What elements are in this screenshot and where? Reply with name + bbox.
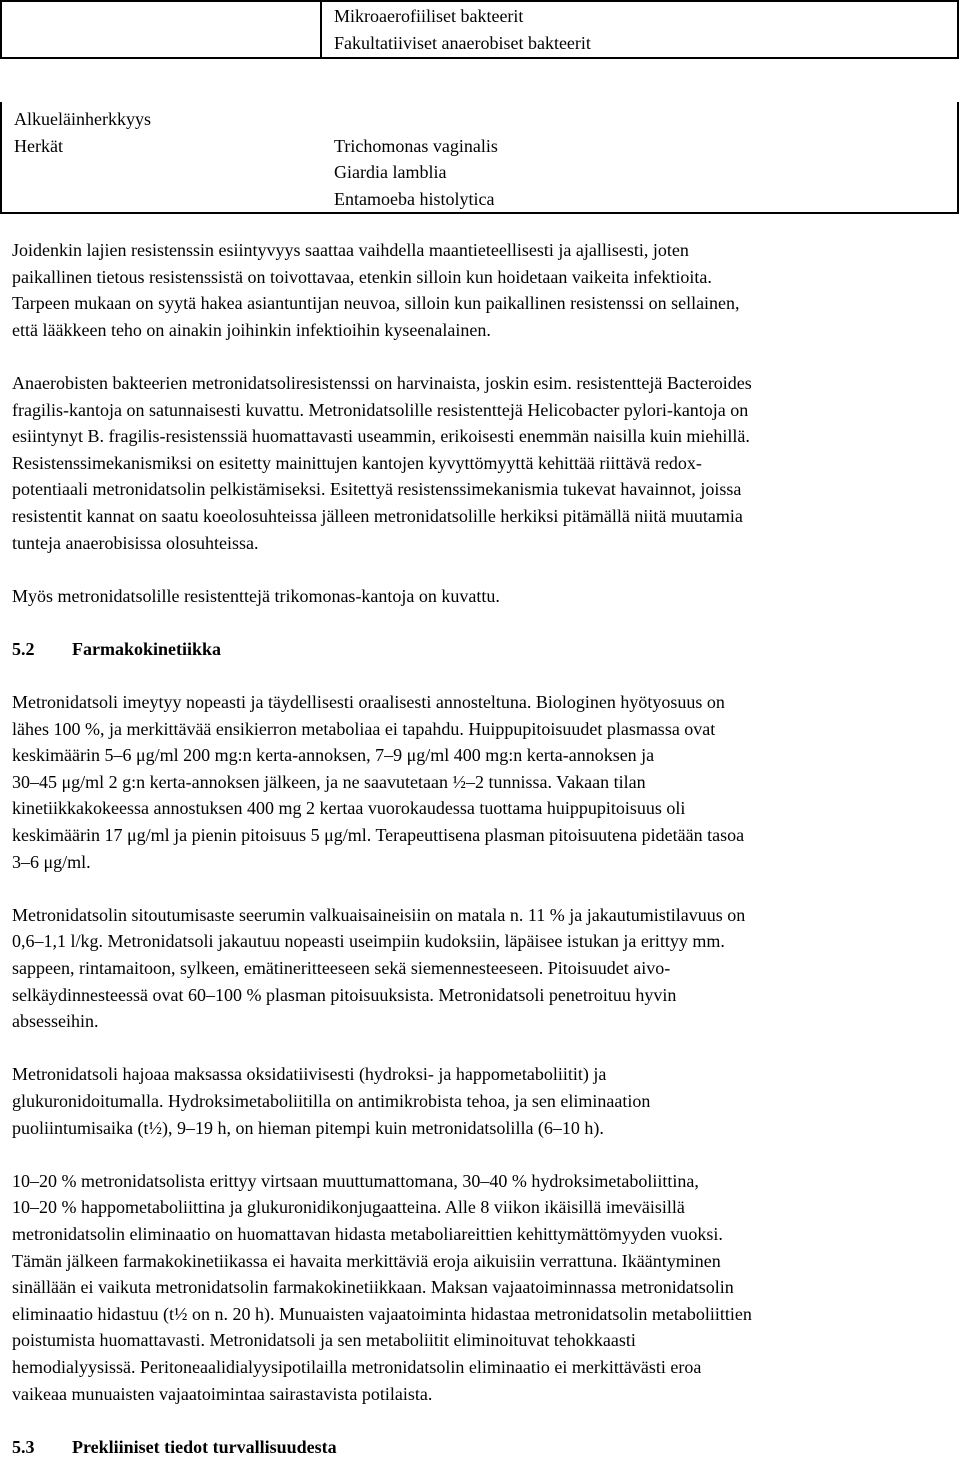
text-line: eliminaatio hidastuu (t½ on n. 20 h). Munuaisten vajaatoiminta hidastaa metronidatsolin metaboliittien <box>12 1303 752 1324</box>
text-line: Tarpeen mukaan on syytä hakea asiantuntijan neuvoa, silloin kun paikallinen resistenssi on sellainen, <box>12 293 740 314</box>
text-line: puoliintumisaika (t½), 9–19 h, on hieman pitempi kuin metronidatsolilla (6–10 h). <box>12 1117 604 1138</box>
table-line: Giardia lamblia <box>334 162 447 183</box>
text-line: tunteja anaerobisissa olosuhteissa. <box>12 532 259 553</box>
text-line: glukuronidoitumalla. Hydroksimetaboliitilla on antimikrobista tehoa, ja sen eliminaation <box>12 1091 651 1111</box>
text-line: keskimäärin 17 μg/ml ja pienin pitoisuus 5 μg/ml. Terapeuttisena plasman pitoisuutena pidetään tasoa <box>12 825 745 846</box>
section-heading-5-3 <box>12 1434 956 1461</box>
text-line: poistumista huomattavasti. Metronidatsoli ja sen metaboliitit eliminoituvat tehokkaasti <box>12 1330 636 1351</box>
table-row-label: Herkät <box>14 135 63 156</box>
paragraph-absorption <box>12 689 956 875</box>
text-line: Resistenssimekanismiksi on esitetty mainittujen kantojen kyvyttömyyttä kehittää riittävä redox- <box>12 452 702 473</box>
text-line: kinetiikkakokeessa annostuksen 400 mg 2 kertaa vuorokaudessa tuottama huippupitoisuus oli <box>12 798 686 819</box>
table-cell-empty <box>0 0 320 59</box>
text-line: sinällään ei vaikuta metronidatsolin farmakokinetiikkaan. Maksan vajaatoiminnassa metronidatsolin <box>12 1277 734 1298</box>
section-title: Prekliiniset tiedot turvallisuudesta <box>72 1436 337 1457</box>
text-line: vaikeaa munuaisten vajaatoimintaa sairastavista potilaista. <box>12 1383 433 1404</box>
table-header: Alkueläinherkkyys <box>14 109 151 129</box>
paragraph-distribution <box>12 902 956 1035</box>
table-cell-bacteria-list <box>320 0 959 59</box>
table-line: Entamoeba histolytica <box>334 188 495 209</box>
document-body <box>12 237 956 1460</box>
bacteria-table-fragment <box>0 0 959 59</box>
protozoa-table <box>0 102 959 214</box>
text-line: resistentit kannat on saatu koeolosuhteissa jälleen metronidatsolille herkiksi pitämällä niitä muutamia <box>12 505 743 526</box>
table-line: Mikroaerofiiliset bakteerit <box>334 6 524 26</box>
paragraph-resistance-local <box>12 237 956 343</box>
text-line: sappeen, rintamaitoon, sylkeen, emätineritteeseen sekä siemennesteeseen. Pitoisuudet aivo- <box>12 958 671 979</box>
text-line: esiintynyt B. fragilis-resistenssiä huomattavasti useammin, erikoisesti enemmän naisilla kuin miehillä. <box>12 426 750 447</box>
text-line: 3–6 μg/ml. <box>12 851 91 872</box>
text-line: paikallinen tietous resistenssistä on toivottavaa, etenkin silloin kun hoidetaan vaikeita infektioita. <box>12 266 712 287</box>
text-line: metronidatsolin eliminaatio on huomattavan hidasta metaboliareittien kehittymättömyyden vuoksi. <box>12 1223 723 1244</box>
text-line: 10–20 % metronidatsolista erittyy virtsaan muuttumattomana, 30–40 % hydroksimetaboliittina, <box>12 1170 699 1191</box>
text-line: Tämän jälkeen farmakokinetiikassa ei havaita merkittäviä eroja aikuisiin verrattuna. Ikääntyminen <box>12 1250 721 1271</box>
section-number: 5.2 <box>12 638 35 659</box>
text-line: Metronidatsolin sitoutumisaste seerumin valkuaisaineisiin on matala n. 11 % ja jakautumistilavuus on <box>12 904 746 925</box>
paragraph-elimination <box>12 1168 956 1407</box>
paragraph-trichomonas <box>12 583 956 610</box>
text-line: Joidenkin lajien resistenssin esiintyvyys saattaa vaihdella maantieteellisesti ja ajallisesti, joten <box>12 240 689 260</box>
section-heading-5-2 <box>12 636 956 663</box>
text-line: hemodialyysissä. Peritoneaalidialyysipotilailla metronidatsolin eliminaatio ei merkittävästi eroa <box>12 1356 702 1377</box>
table-line: Fakultatiiviset anaerobiset bakteerit <box>334 32 591 53</box>
text-line: keskimäärin 5–6 μg/ml 200 mg:n kerta-annoksen, 7–9 μg/ml 400 mg:n kerta-annoksen ja <box>12 745 655 766</box>
text-line: potentiaali metronidatsolin pelkistämiseksi. Esitettyä resistenssimekanismia tukevat havainnot, joissa <box>12 479 742 500</box>
text-line: selkäydinnesteessä ovat 60–100 % plasman pitoisuuksista. Metronidatsoli penetroituu hyvin <box>12 984 677 1005</box>
section-number: 5.3 <box>12 1436 35 1457</box>
text-line: Metronidatsoli hajoaa maksassa oksidatiivisesti (hydroksi- ja happometaboliitit) ja <box>12 1064 607 1085</box>
text-line: 0,6–1,1 l/kg. Metronidatsoli jakautuu nopeasti useimpiin kudoksiin, läpäisee istukan ja erittyy mm. <box>12 931 725 952</box>
text-line: fragilis-kantoja on satunnaisesti kuvattu. Metronidatsolille resistenttejä Helicobacter pylori-kantoja on <box>12 399 749 420</box>
text-line: 10–20 % happometaboliittina ja glukuronidikonjugaatteina. Alle 8 viikon ikäisillä imeväisillä <box>12 1197 685 1218</box>
text-line: Metronidatsoli imeytyy nopeasti ja täydellisesti oraalisesti annosteltuna. Biologinen hyötyosuus on <box>12 692 725 713</box>
section-title: Farmakokinetiikka <box>72 638 222 659</box>
text-line: että lääkkeen teho on ainakin joihinkin infektioihin kyseenalainen. <box>12 319 491 340</box>
table-line: Trichomonas vaginalis <box>334 135 498 156</box>
text-line: 30–45 μg/ml 2 g:n kerta-annoksen jälkeen, ja ne saavutetaan ½–2 tunnissa. Vakaan tilan <box>12 771 646 792</box>
paragraph-metabolism <box>12 1061 956 1141</box>
text-line: lähes 100 %, ja merkittävää ensikierron metaboliaa ei tapahdu. Huippupitoisuudet plasmassa ovat <box>12 718 716 739</box>
text-line: Myös metronidatsolille resistenttejä trikomonas-kantoja on kuvattu. <box>12 585 500 606</box>
text-line: Anaerobisten bakteerien metronidatsoliresistenssi on harvinaista, joskin esim. resistenttejä Bacteroides <box>12 372 752 393</box>
paragraph-anaerobic-resistance <box>12 370 956 556</box>
text-line: absesseihin. <box>12 1011 99 1032</box>
